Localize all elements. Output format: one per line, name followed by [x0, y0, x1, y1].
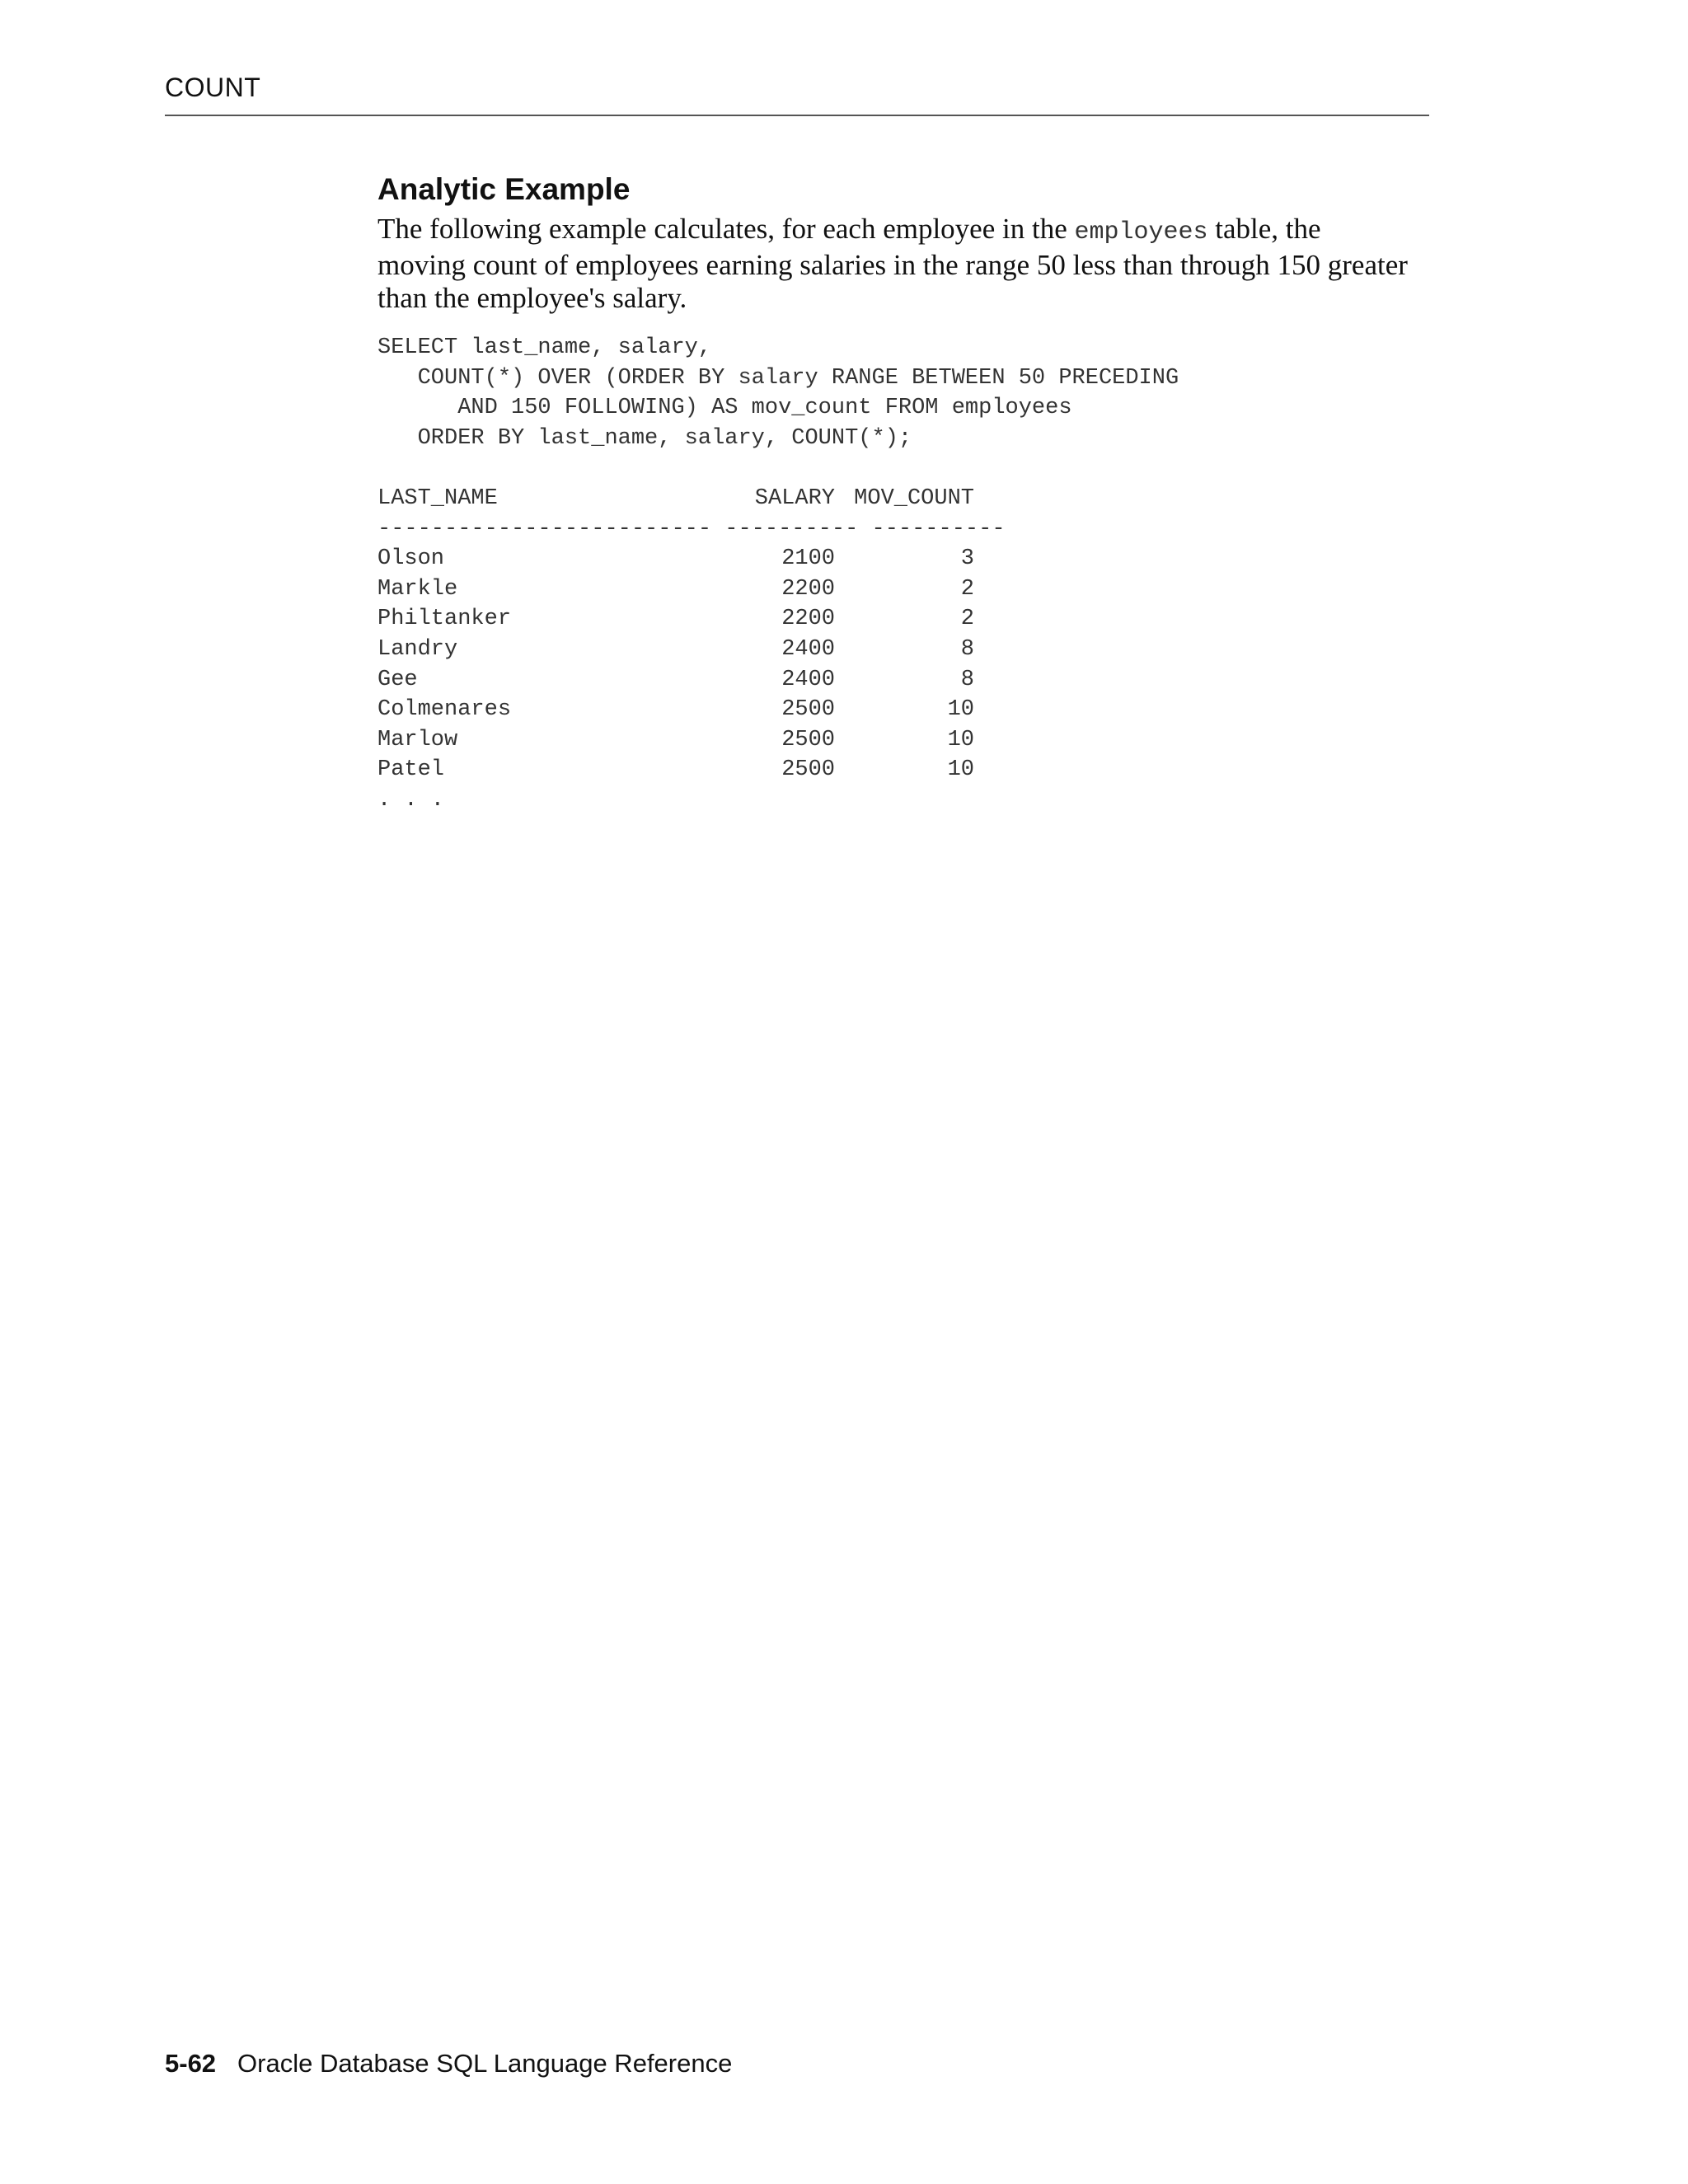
cell-mov-count: 10: [947, 697, 974, 723]
cell-salary: 2100: [781, 546, 835, 572]
intro-paragraph: [377, 213, 1408, 315]
cell-salary: 2500: [781, 757, 835, 783]
code-line: ORDER BY last_name, salary, COUNT(*);: [377, 425, 912, 451]
query-output: [377, 484, 1408, 816]
code-line: AND 150 FOLLOWING) AS mov_count FROM employees: [377, 396, 1072, 421]
cell-last-name: Olson: [377, 546, 445, 572]
cell-mov-count: 8: [960, 636, 974, 662]
cell-salary: 2200: [781, 576, 835, 602]
code-line: COUNT(*) OVER (ORDER BY salary RANGE BETWEEN 50 PRECEDING: [377, 365, 1179, 391]
cell-mov-count: 8: [960, 667, 974, 692]
table-row: [377, 544, 1408, 574]
cell-salary: 2400: [781, 667, 835, 692]
cell-last-name: Philtanker: [377, 607, 512, 632]
table-row: [377, 725, 1408, 756]
main-content: [377, 170, 1408, 816]
running-header-title: COUNT: [165, 73, 261, 102]
column-header-mov-count: MOV_COUNT: [854, 485, 974, 511]
cell-last-name: Markle: [377, 576, 458, 602]
table-row: [377, 695, 1408, 725]
cell-mov-count: 2: [960, 607, 974, 632]
cell-mov-count: 10: [947, 727, 974, 752]
table-row: [377, 574, 1408, 605]
cell-salary: 2400: [781, 636, 835, 662]
cell-last-name: Gee: [377, 667, 418, 692]
cell-salary: 2500: [781, 727, 835, 752]
paragraph-text-after: table, the moving count of employees earning salaries in the range 50 less than through 150 greater than the employee's salary.: [377, 213, 1408, 314]
cell-mov-count: 2: [960, 576, 974, 602]
table-row: [377, 755, 1408, 785]
cell-mov-count: 10: [947, 757, 974, 783]
table-row: [377, 635, 1408, 665]
output-ellipsis: . . .: [377, 787, 445, 813]
cell-salary: 2200: [781, 607, 835, 632]
section-heading: Analytic Example: [377, 172, 631, 206]
code-line: SELECT last_name, salary,: [377, 335, 712, 360]
page-number: 5-62: [165, 2049, 217, 2078]
cell-last-name: Marlow: [377, 727, 458, 752]
header-rule: [165, 115, 1429, 116]
table-row: [377, 665, 1408, 696]
table-row: [377, 604, 1408, 635]
inline-code-employees: employees: [1074, 218, 1208, 246]
cell-last-name: Landry: [377, 636, 458, 662]
column-header-salary: SALARY: [754, 485, 835, 511]
page-footer: [165, 2049, 732, 2079]
output-rows: [377, 544, 1408, 785]
cell-mov-count: 3: [960, 546, 974, 572]
output-separator: ------------------------- ---------- ----------: [377, 516, 1006, 541]
book-title: Oracle Database SQL Language Reference: [237, 2049, 733, 2078]
sql-code-block: [377, 333, 1408, 453]
cell-last-name: Colmenares: [377, 697, 512, 723]
paragraph-text-before: The following example calculates, for each employee in the: [377, 213, 1075, 245]
cell-last-name: Patel: [377, 757, 445, 783]
column-header-last-name: LAST_NAME: [377, 485, 498, 511]
cell-salary: 2500: [781, 697, 835, 723]
output-header-row: [377, 484, 1408, 514]
